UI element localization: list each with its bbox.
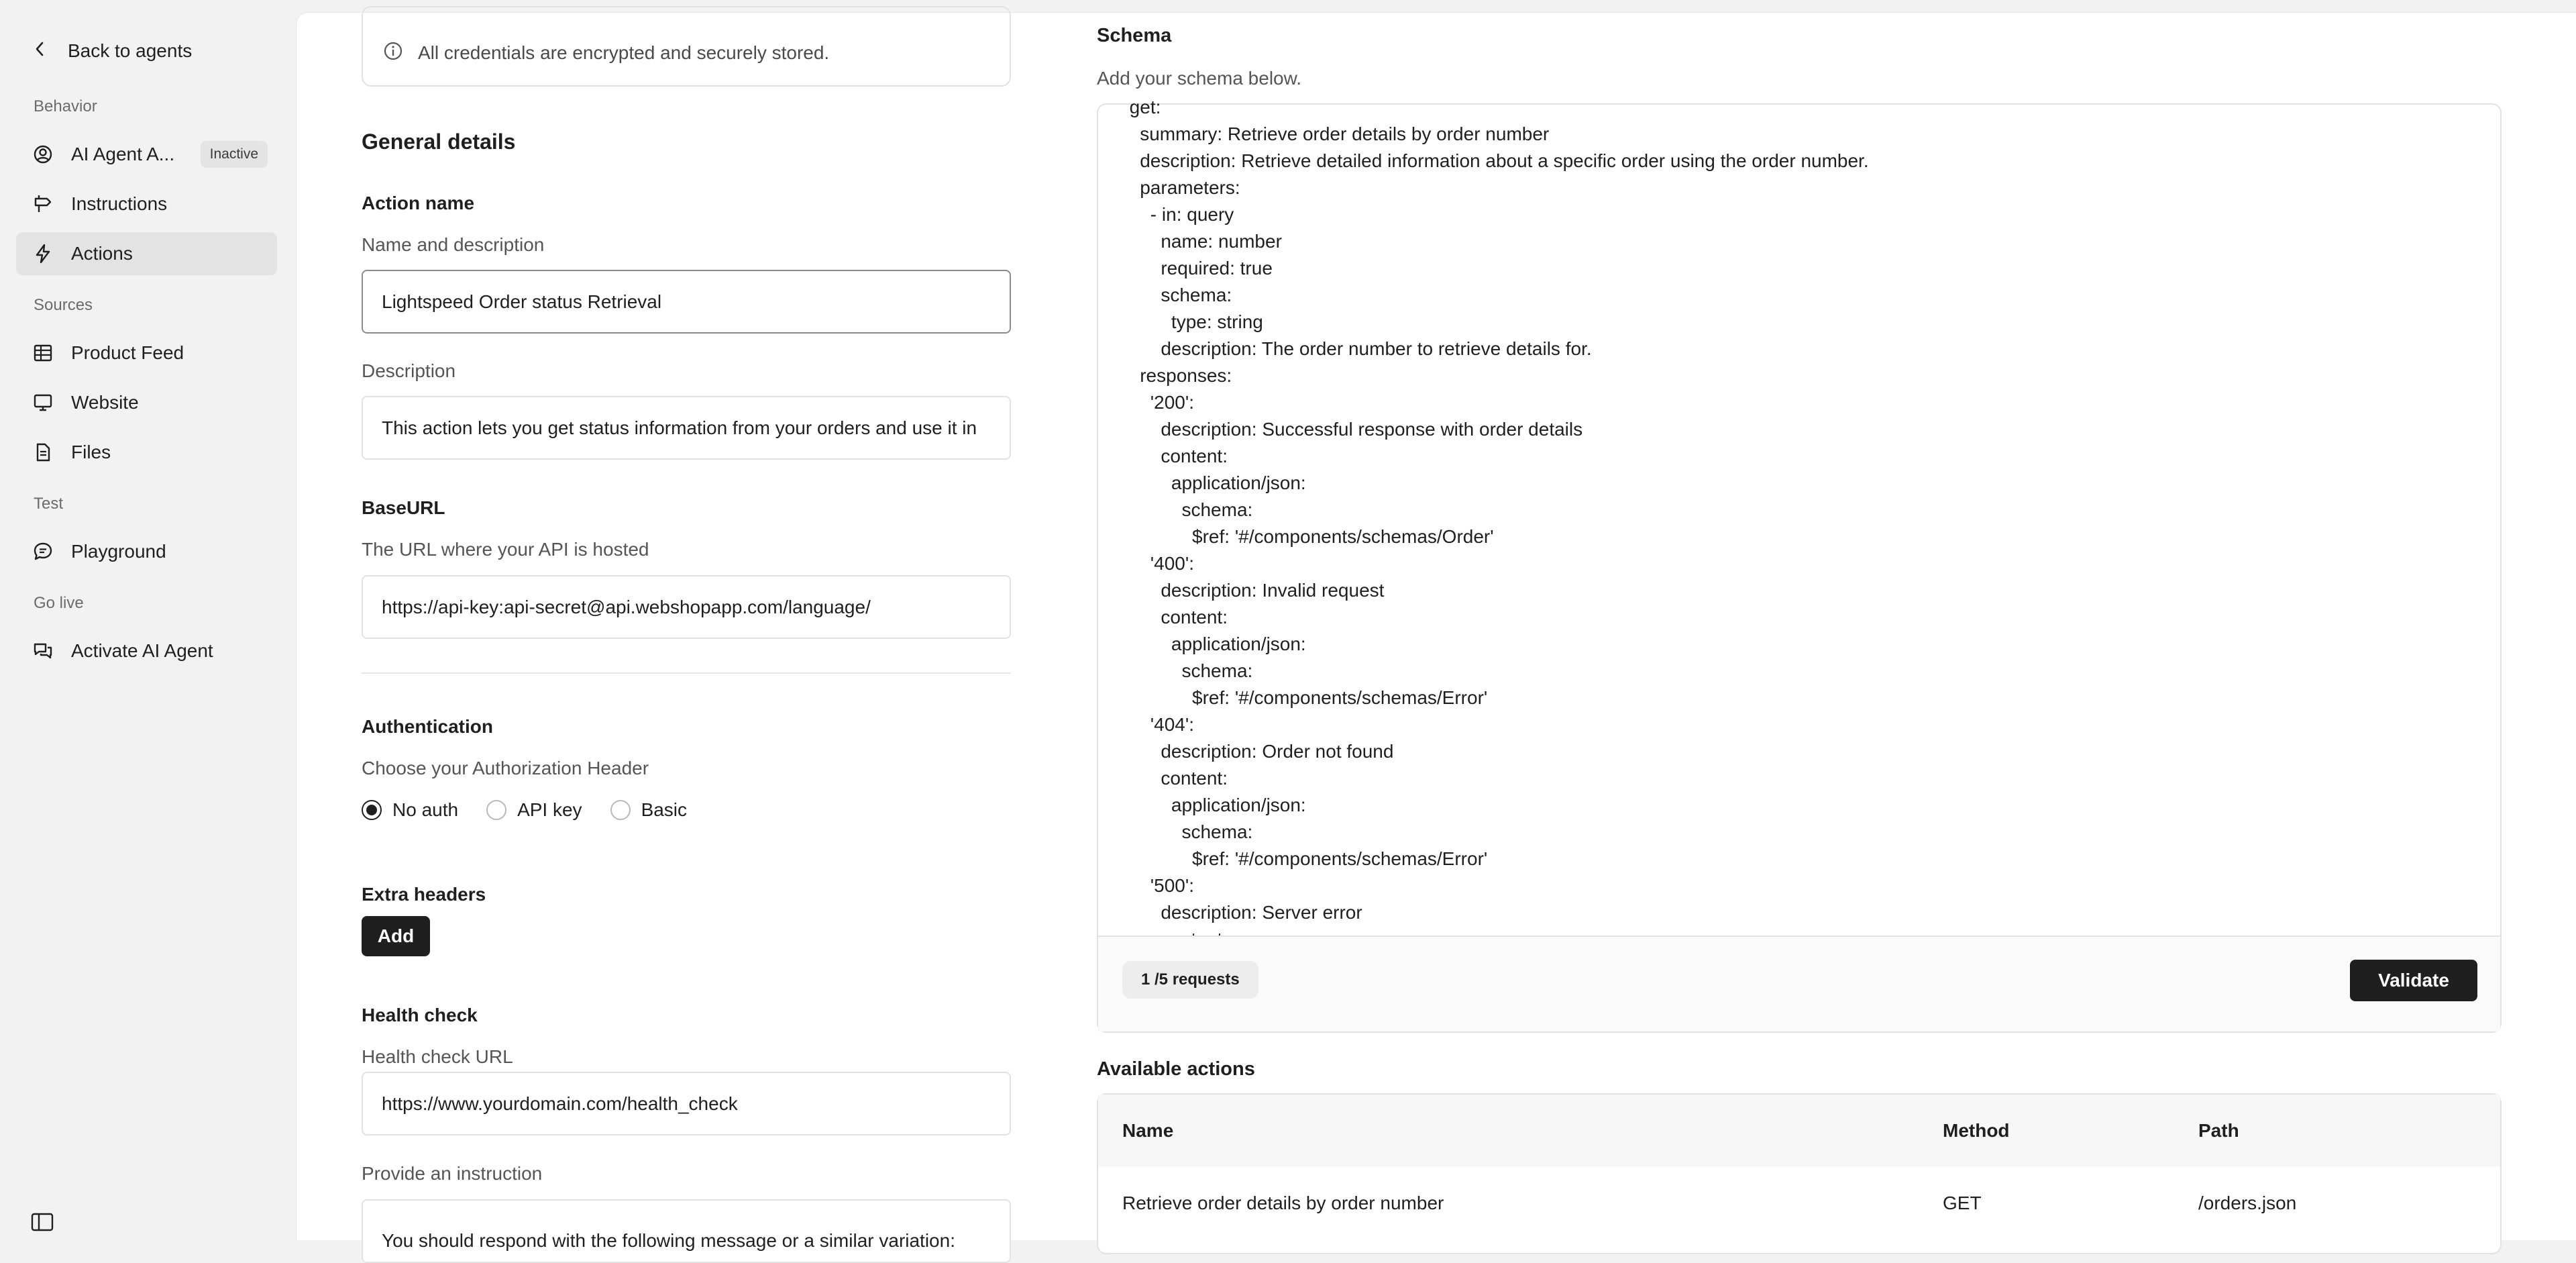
schema-code-area[interactable] (1098, 97, 2500, 937)
code-line: schema: (1098, 821, 1253, 842)
code-line: description: Order not found (1098, 741, 1394, 762)
radio-button[interactable] (486, 800, 506, 820)
requests-counter: 1 /5 requests (1122, 961, 1258, 999)
cell-method: GET (1943, 1193, 1982, 1213)
chat-bubble-icon (32, 541, 54, 562)
sidebar-item-actions[interactable] (16, 232, 277, 275)
auth-option-no-auth[interactable] (362, 799, 458, 821)
sidebar-item-instructions[interactable] (16, 183, 277, 225)
section-sources: Sources (34, 296, 93, 314)
sidebar-item-label: Activate AI Agent (71, 640, 213, 661)
schema-sub: Add your schema below. (1097, 68, 1302, 89)
extra-headers-label: Extra headers (362, 884, 486, 905)
code-line: - in: query (1098, 204, 1234, 225)
code-line: required: true (1098, 258, 1273, 279)
code-line: summary: Retrieve order details by order number (1098, 123, 1550, 144)
back-to-agents-link[interactable] (33, 36, 192, 66)
base-url-input[interactable]: https://api-key:api-secret@api.webshopapp.com/language/ (362, 575, 1011, 639)
action-name-sub: Name and description (362, 234, 545, 255)
sidebar-item-label: Playground (71, 541, 166, 562)
signpost-icon (32, 193, 54, 215)
health-check-label: Health check (362, 1005, 478, 1025)
code-line: description: Server error (1098, 902, 1362, 923)
auth-option-basic[interactable] (610, 799, 687, 821)
health-check-sub: Health check URL (362, 1046, 513, 1067)
sidebar-item-website[interactable] (16, 381, 277, 424)
code-line: content: (1098, 768, 1228, 789)
table-header (1098, 1095, 2500, 1167)
sidebar-item-files[interactable] (16, 431, 277, 474)
radio-label: API key (517, 799, 582, 820)
section-test: Test (34, 495, 64, 513)
add-header-button[interactable]: Add (362, 916, 430, 956)
sidebar-item-label: AI Agent A... (71, 144, 175, 164)
schema-heading: Schema (1097, 25, 1172, 46)
auth-option-api-key[interactable] (486, 799, 582, 821)
code-line: content: (1098, 607, 1228, 627)
code-line: description: Successful response with order details (1098, 419, 1583, 440)
sidebar-item-activate[interactable] (16, 629, 277, 672)
radio-label: Basic (641, 799, 688, 820)
auth-radio-group (362, 799, 687, 821)
code-line: '500': (1098, 875, 1194, 896)
code-line: application/json: (1098, 634, 1306, 654)
available-actions-heading: Available actions (1097, 1058, 1255, 1080)
editor-footer (1098, 936, 2500, 1031)
info-icon (383, 41, 403, 66)
status-badge: Inactive (201, 141, 268, 168)
code-line: schema: (1098, 285, 1232, 305)
sidebar-item-label: Website (71, 392, 139, 413)
code-line: responses: (1098, 365, 1232, 386)
sidebar-item-label: Instructions (71, 193, 168, 214)
user-circle-icon (32, 144, 54, 165)
code-line: $ref: '#/components/schemas/Order' (1098, 526, 1494, 547)
sidebar-item-product-feed[interactable] (16, 332, 277, 374)
section-go-live: Go live (34, 594, 84, 612)
description-label: Description (362, 360, 456, 381)
sidebar-item-label: Actions (71, 243, 133, 264)
general-details-heading: General details (362, 130, 516, 154)
authentication-sub: Choose your Authorization Header (362, 758, 649, 778)
code-line: $ref: '#/components/schemas/Error' (1098, 848, 1488, 869)
back-label: Back to agents (68, 40, 193, 61)
actions-table (1097, 1093, 2502, 1254)
chat-bubbles-icon (32, 640, 54, 662)
code-line: description: Retrieve detailed information about a specific order using the order number. (1098, 150, 1869, 171)
code-line: $ref: '#/components/schemas/Error' (1098, 687, 1488, 708)
credentials-info-box (362, 6, 1011, 87)
code-line: name: number (1098, 231, 1282, 252)
divider (362, 672, 1011, 674)
base-url-label: BaseURL (362, 497, 445, 518)
schema-code-lines (1098, 94, 1869, 953)
health-check-input[interactable]: https://www.yourdomain.com/health_check (362, 1072, 1011, 1135)
sidebar (0, 0, 296, 1240)
code-line: application/json: (1098, 795, 1306, 815)
code-line: type: string (1098, 311, 1263, 332)
monitor-icon (32, 392, 54, 413)
code-line: '200': (1098, 392, 1194, 413)
column-header-name: Name (1122, 1120, 1174, 1141)
radio-label: No auth (392, 799, 459, 820)
sidebar-item-playground[interactable] (16, 530, 277, 573)
code-line: '400': (1098, 553, 1194, 574)
radio-button[interactable] (362, 800, 382, 820)
cell-path: /orders.json (2198, 1193, 2297, 1213)
file-icon (32, 442, 54, 463)
sidebar-item-ai-agent[interactable] (16, 133, 277, 176)
validate-button[interactable]: Validate (2350, 960, 2477, 1001)
section-behavior: Behavior (34, 97, 97, 115)
code-line: parameters: (1098, 177, 1240, 198)
authentication-label: Authentication (362, 716, 493, 737)
sidebar-toggle-icon[interactable] (31, 1212, 54, 1232)
code-line: schema: (1098, 660, 1253, 681)
info-text: All credentials are encrypted and securely stored. (418, 42, 830, 63)
instruction-sub: Provide an instruction (362, 1163, 543, 1184)
code-line: '404': (1098, 714, 1194, 735)
sidebar-item-label: Product Feed (71, 342, 184, 363)
base-url-sub: The URL where your API is hosted (362, 539, 649, 560)
code-line: description: The order number to retrieve details for. (1098, 338, 1592, 359)
sidebar-item-label: Files (71, 442, 111, 462)
chevron-left-icon (33, 40, 46, 63)
table-grid-icon (32, 342, 54, 364)
lightning-icon (32, 243, 54, 264)
description-input[interactable]: This action lets you get status information from your orders and use it in (362, 396, 1011, 460)
code-line: content: (1098, 446, 1228, 466)
schema-editor[interactable] (1097, 97, 2502, 1033)
instruction-input[interactable]: You should respond with the following message or a similar variation: (362, 1199, 1011, 1263)
cell-name: Retrieve order details by order number (1122, 1193, 1444, 1213)
action-name-input[interactable]: Lightspeed Order status Retrieval (362, 270, 1011, 334)
action-name-label: Action name (362, 193, 475, 213)
code-line: get: (1098, 97, 1161, 117)
code-line: application/json: (1098, 472, 1306, 493)
main-panel (296, 12, 2576, 1251)
code-line: description: Invalid request (1098, 580, 1385, 601)
radio-button[interactable] (610, 800, 631, 820)
code-line: schema: (1098, 499, 1253, 520)
column-header-method: Method (1943, 1120, 2010, 1141)
column-header-path: Path (2198, 1120, 2239, 1141)
